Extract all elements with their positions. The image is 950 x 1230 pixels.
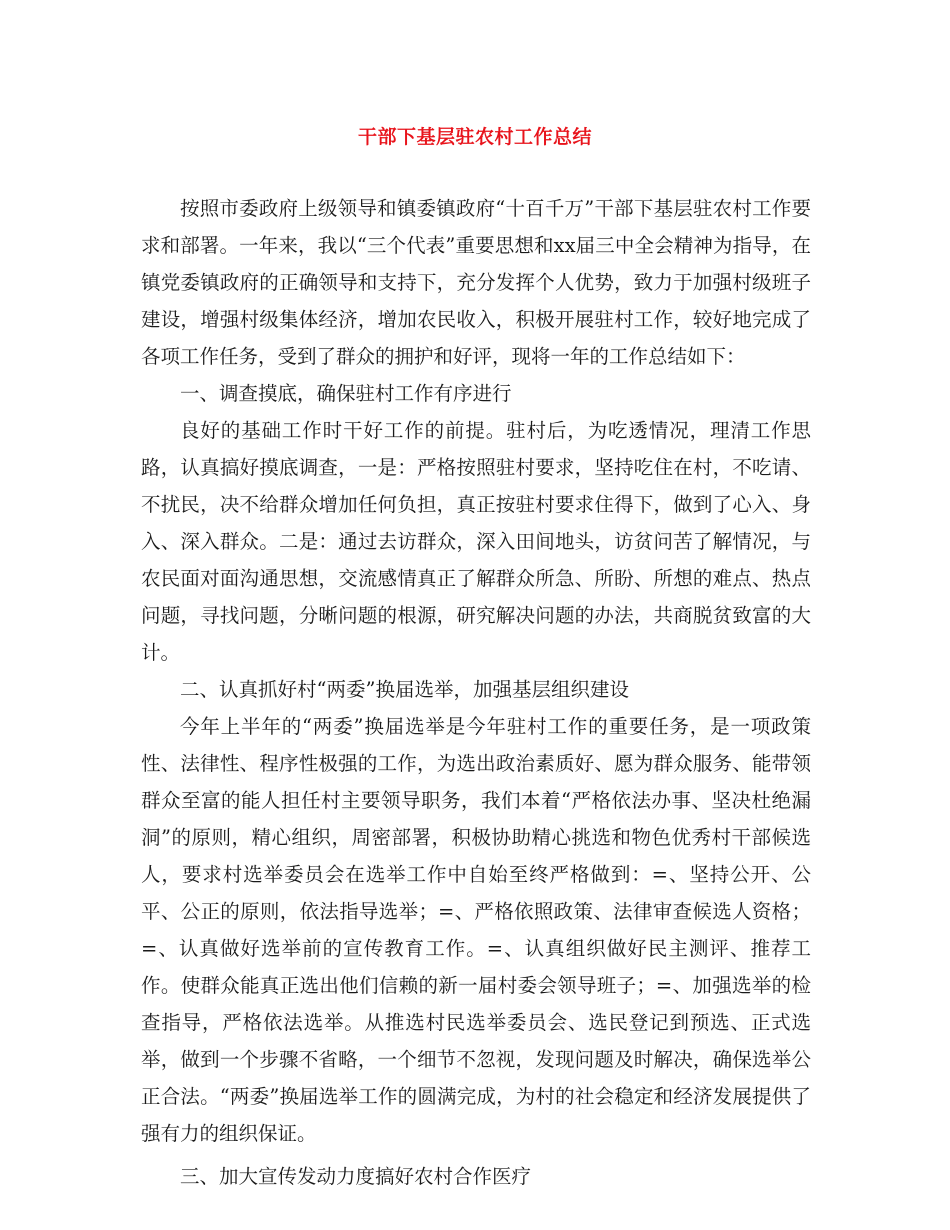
section-heading-2: 二、认真抓好村“两委”换届选举，加强基层组织建设 [180, 678, 629, 701]
intro-paragraph: 按照市委政府上级领导和镇委镇政府“十百千万”干部下基层驻农村工作要求和部署。一年来，我以“三个代表”重要思想和xx届三中全会精神为指导，在镇党委镇政府的正确领导和支持下，充分发挥个人优势，致力于加强村级班子建设，增强村级集体经济，增加农民收入，积极开展驻村工作，较好地完成了各项工作任务，受到了群众的拥护和好评，现将一年的工作总结如下： [141, 197, 811, 368]
section-heading-1: 一、调查摸底，确保驻村工作有序进行 [180, 382, 512, 405]
document-title: 干部下基层驻农村工作总结 [357, 126, 592, 148]
section-heading-3: 三、加大宣传发动力度搞好农村合作医疗 [180, 1165, 532, 1188]
section-2-paragraph: 今年上半年的“两委”换届选举是今年驻村工作的重要任务，是一项政策性、法律性、程序性极强的工作，为选出政治素质好、愿为群众服务、能带领群众至富的能人担任村主要领导职务，我们本着“严格依法办事、坚决杜绝漏洞”的原则，精心组织，周密部署，积极协助精心挑选和物色优秀村干部候选人，要求村选举委员会在选举工作中自始至终严格做到：=、坚持公开、公平、公正的原则，依法指导选举；=、严格依照政策、法律审查候选人资格；=、认真做好选举前的宣传教育工作。=、认真组织做好民主测评、推荐工作。使群众能真正选出他们信赖的新一届村委会领导班子；=、加强选举的检查指导，严格依法选举。从推选村民选举委员会、选民登记到预选、正式选举，做到一个步骤不省略，一个细节不忽视，发现问题及时解决，确保选举公正合法。“两委”换届选举工作的圆满完成，为村的社会稳定和经济发展提供了强有力的组织保证。 [141, 715, 811, 1145]
document-body [141, 190, 811, 1195]
section-1-paragraph: 良好的基础工作时干好工作的前提。驻村后，为吃透情况，理清工作思路，认真搞好摸底调查，一是：严格按照驻村要求，坚持吃住在村，不吃请、不扰民，决不给群众增加任何负担，真正按驻村要求住得下，做到了心入、身入、深入群众。二是：通过去访群众，深入田间地头，访贫问苦了解情况，与农民面对面沟通思想，交流感情真正了解群众所急、所盼、所想的难点、热点问题，寻找问题，分晰问题的根源，研究解决问题的办法，共商脱贫致富的大计。 [141, 419, 811, 664]
